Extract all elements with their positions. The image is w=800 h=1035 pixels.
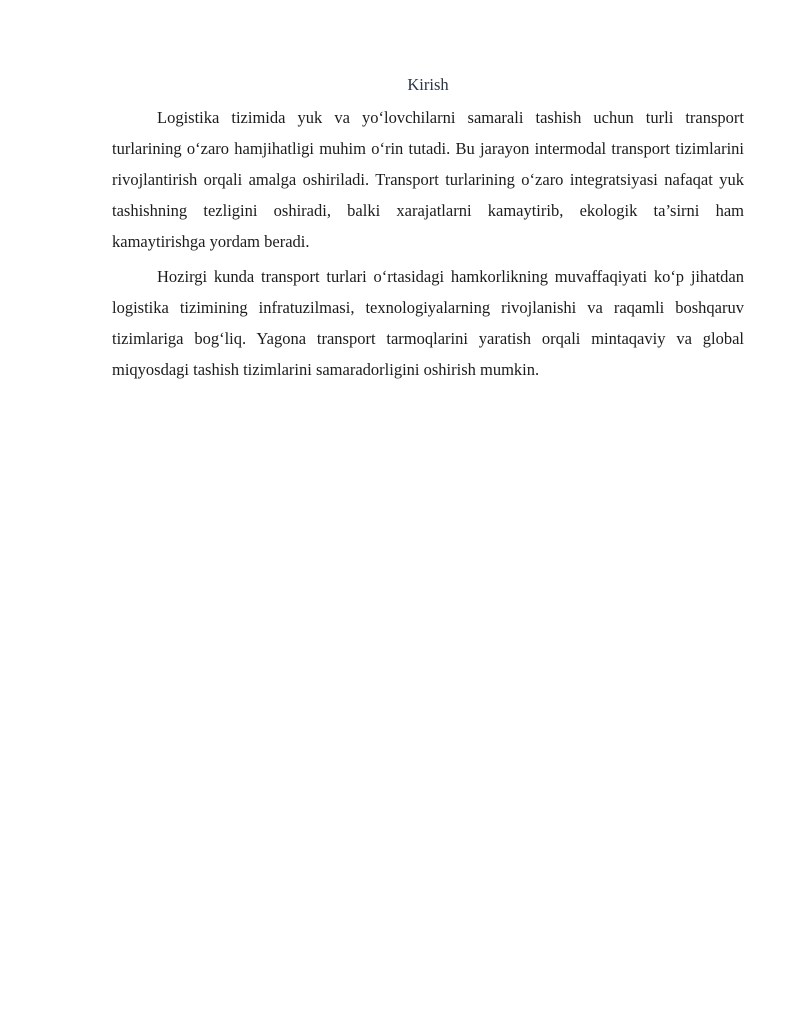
paragraph-1: Logistika tizimida yuk va yo‘lovchilarni samarali tashish uchun turli transport turlarining o‘zaro hamjihatligi muhim o‘rin tutadi. Bu jarayon intermodal transport tizimlarini rivojlantirish orqali amalga oshiriladi. Transport turlarining o‘zaro integratsiyasi nafaqat yuk tashishning tezligini oshiradi, balki xarajatlarni kamaytirib, ekologik ta’sirni ham kamaytirishga yordam beradi. — [112, 108, 744, 251]
section-title: Kirish — [407, 75, 449, 94]
paragraph-2: Hozirgi kunda transport turlari o‘rtasidagi hamkorlikning muvaffaqiyati ko‘p jihatdan logistika tizimining infratuzilmasi, texnologiyalarning rivojlanishi va raqamli boshqaruv tizimlariga bog‘liq. Yagona transport tarmoqlarini yaratish orqali mintaqaviy va global miqyosdagi tashish tizimlarini samaradorligini oshirish mumkin. — [112, 267, 744, 379]
document-body — [112, 72, 744, 389]
